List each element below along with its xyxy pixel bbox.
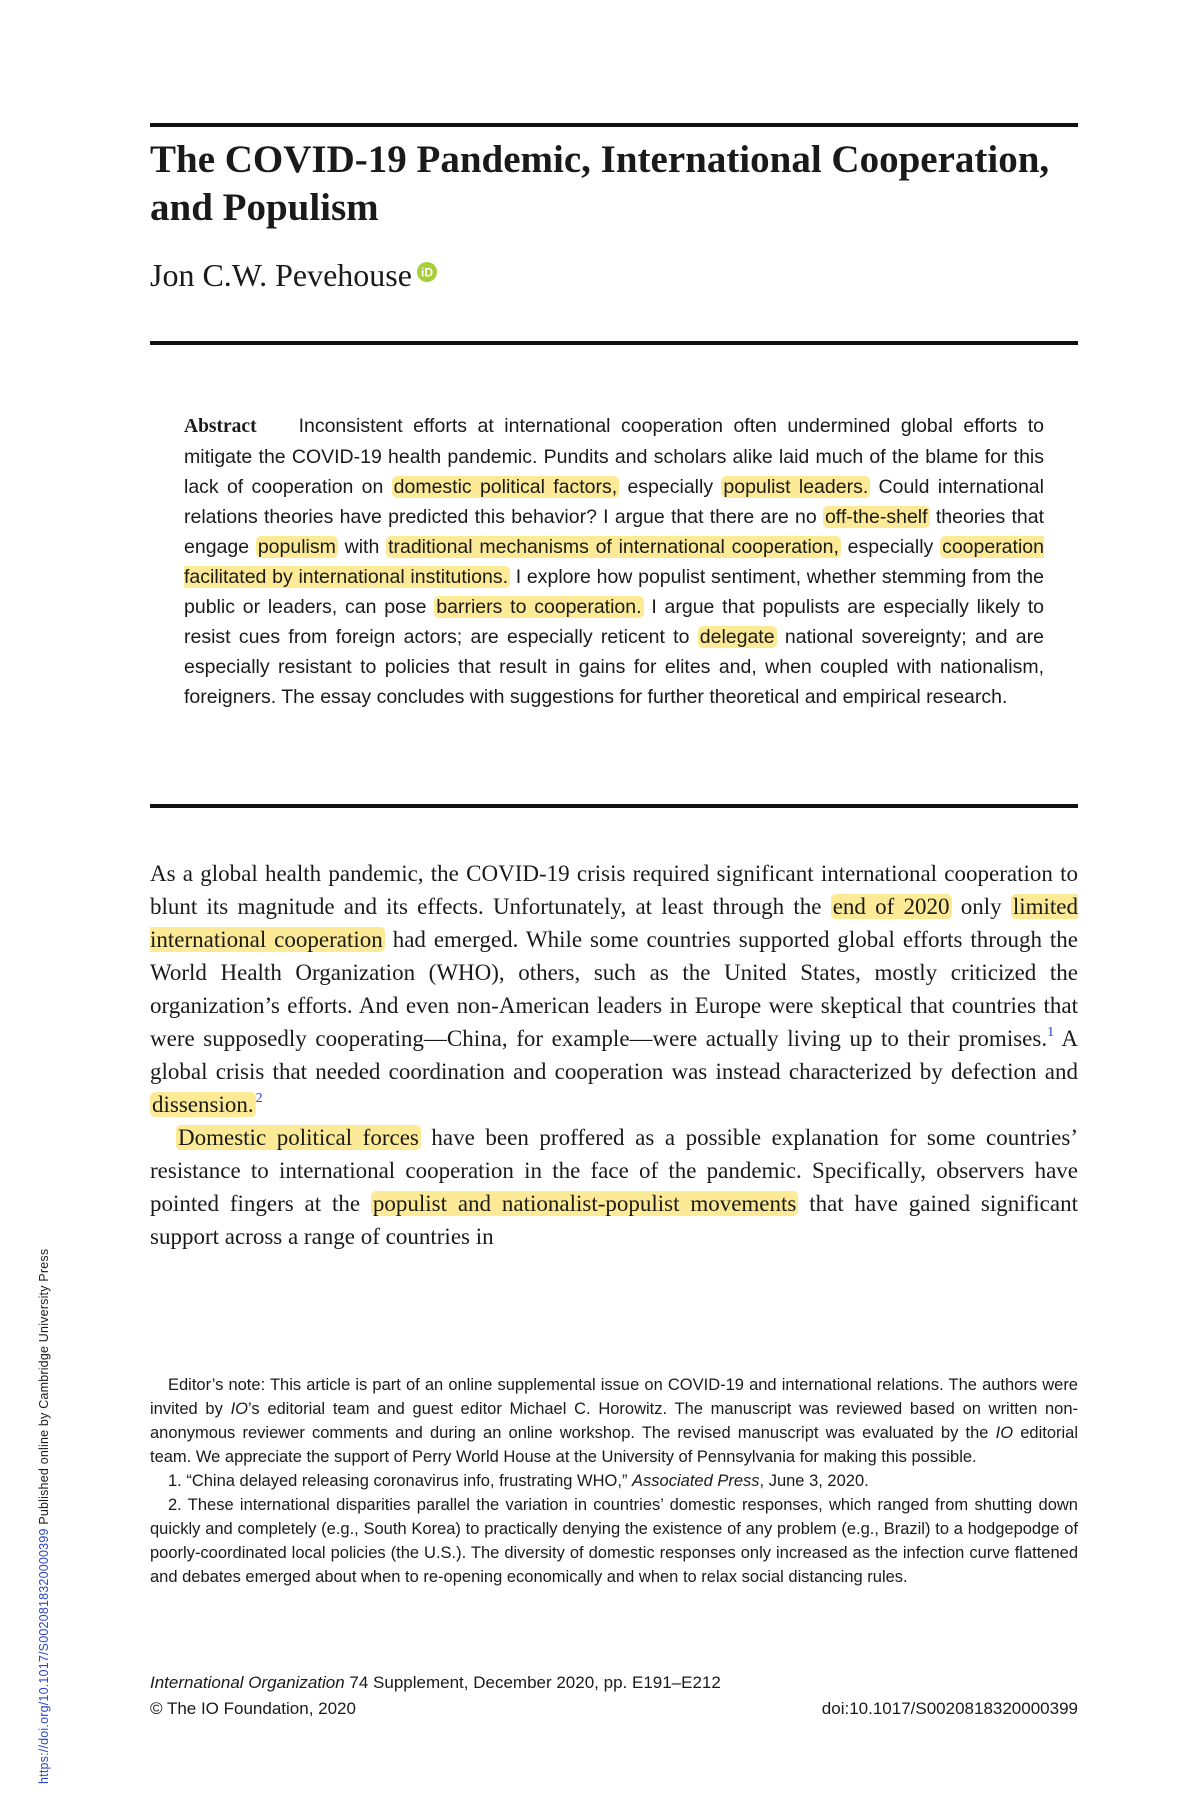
journal-citation [150, 1670, 1078, 1696]
published-online-text: Published online by Cambridge University Press [37, 1248, 51, 1529]
body-paragraph [150, 1121, 1078, 1253]
doi[interactable]: doi:10.1017/S0020818320000399 [821, 1699, 1078, 1718]
highlight[interactable]: traditional mechanisms of international cooperation, [388, 536, 839, 558]
highlight[interactable]: populism [257, 536, 336, 558]
abstract-text: Could international relations theories have predicted this behavior? I argue that there are no [184, 476, 1044, 528]
highlight[interactable]: populist and nationalist-populist movements [372, 1191, 797, 1216]
abstract-text: national sovereignty; and are especially resistant to policies that result in gains for elites and, when coupled with nationalism, foreigners. The essay concludes with suggestions for further theoretical and empirical research. [184, 626, 1044, 708]
body-text [150, 857, 1078, 1253]
abstract-bottom-rule [150, 804, 1078, 808]
footnote-2: 2. These international disparities parallel the variation in countries’ domestic responses, which ranged from shutting down quickly and completely (e.g., South Korea) to practically denying the existence of any problem (e.g., Brazil) to a hodgepodge of poorly-coordinated local policies (the U.S.). The diversity of domestic responses only increased as the infection curve flattened and debates emerged about when to re-opening economically and when to relax social distancing rules. [150, 1496, 1078, 1586]
copyright: © The IO Foundation, 2020 [150, 1699, 356, 1718]
body-text-run: that have gained significant support across a range of countries in [150, 1191, 1078, 1249]
highlight[interactable]: barriers to cooperation. [436, 596, 642, 618]
top-rule [150, 123, 1078, 127]
footnote-text: ’s editorial team and guest editor Michael C. Horowitz. The manuscript was reviewed based on written non-anonymous reviewer comments and during an online workshop. The revised manuscript was evaluated by the [150, 1400, 1078, 1442]
abstract-text: Inconsistent efforts at international cooperation often undermined global efforts to mitigate the COVID-19 health pandemic. Pundits and scholars alike laid much of the blame for this lack of cooperation on [184, 415, 1044, 498]
abstract [184, 411, 1044, 712]
footnote-text: 1. “China delayed releasing coronavirus info, frustrating WHO,” [168, 1472, 633, 1490]
title-bottom-rule [150, 341, 1078, 345]
author-name: Jon C.W. Pevehouse [150, 257, 412, 293]
body-text-run: had emerged. While some countries supported global efforts through the World Health Organization (WHO), others, such as the United States, mostly criticized the organization’s efforts. And even non-American leaders in Europe were skeptical that countries that were supposedly cooperating—China, for example—were actually living up to their promises. [150, 927, 1078, 1051]
highlight[interactable]: limited international cooperation [150, 894, 1079, 952]
body-paragraph [150, 857, 1078, 1121]
footnote-text: editorial team. We appreciate the support of Perry World House at the University of Pennsylvania for making this possible. [150, 1424, 1079, 1466]
highlight[interactable]: cooperation facilitated by international institutions. [184, 536, 1044, 588]
orcid-icon[interactable] [417, 262, 437, 282]
abstract-text: especially [619, 476, 722, 498]
body-text-run: A global crisis that needed coordination and cooperation was instead characterized by defection and [150, 1026, 1079, 1084]
footnote-ref[interactable]: 1 [1047, 1025, 1055, 1040]
abstract-text: with [337, 536, 387, 558]
article-title: The COVID-19 Pandemic, International Cooperation, and Populism [150, 138, 1050, 229]
highlight[interactable]: off-the-shelf [824, 506, 928, 528]
body-text-run: only [951, 894, 1011, 919]
journal-row [150, 1696, 1078, 1722]
footnote-text: , June 3, 2020. [759, 1472, 869, 1490]
abstract-text: especially [840, 536, 941, 558]
editors-note [150, 1373, 1078, 1469]
highlight[interactable]: end of 2020 [832, 894, 950, 919]
side-margin-text [36, 1249, 52, 1784]
footnote-text: Editor’s note: This article is part of an online supplemental issue on COVID-19 and international relations. The authors were invited by [150, 1376, 1078, 1418]
highlight[interactable]: populist leaders. [723, 476, 869, 498]
footnote-ref[interactable]: 2 [255, 1091, 263, 1106]
journal-name: International Organization [150, 1673, 345, 1692]
journal-abbrev: IO [995, 1424, 1014, 1442]
highlight[interactable]: Domestic political forces [178, 1125, 419, 1150]
journal-abbrev: IO [230, 1400, 248, 1418]
abstract-text: I explore how populist sentiment, whether stemming from the public or leaders, can pose [184, 566, 1044, 618]
abstract-text: I argue that populists are especially likely to resist cues from foreign actors; are especially reticent to [184, 596, 1044, 648]
svg-text:iD: iD [420, 265, 433, 280]
footnote-source: Associated Press [632, 1472, 760, 1490]
body-text-run: have been proffered as a possible explanation for some countries’ resistance to international cooperation in the face of the pandemic. Specifically, observers have pointed fingers at the [150, 1125, 1078, 1216]
abstract-heading: Abstract [184, 416, 257, 437]
highlight[interactable]: domestic political factors, [393, 476, 618, 498]
highlight[interactable]: dissension. [152, 1092, 254, 1117]
journal-details: 74 Supplement, December 2020, pp. E191–E212 [344, 1673, 721, 1692]
highlight[interactable]: delegate [699, 626, 775, 648]
footnotes [150, 1373, 1078, 1589]
footnote-1 [150, 1469, 1078, 1493]
journal-info [150, 1670, 1078, 1722]
abstract-text: theories that engage [184, 506, 1044, 558]
author-line [150, 255, 437, 295]
doi-link[interactable]: https://doi.org/10.1017/S0020818320000399 [37, 1528, 51, 1784]
body-text-run: As a global health pandemic, the COVID-19 crisis required significant international cooperation to blunt its magnitude and its effects. Unfortunately, at least through the [150, 861, 1078, 919]
